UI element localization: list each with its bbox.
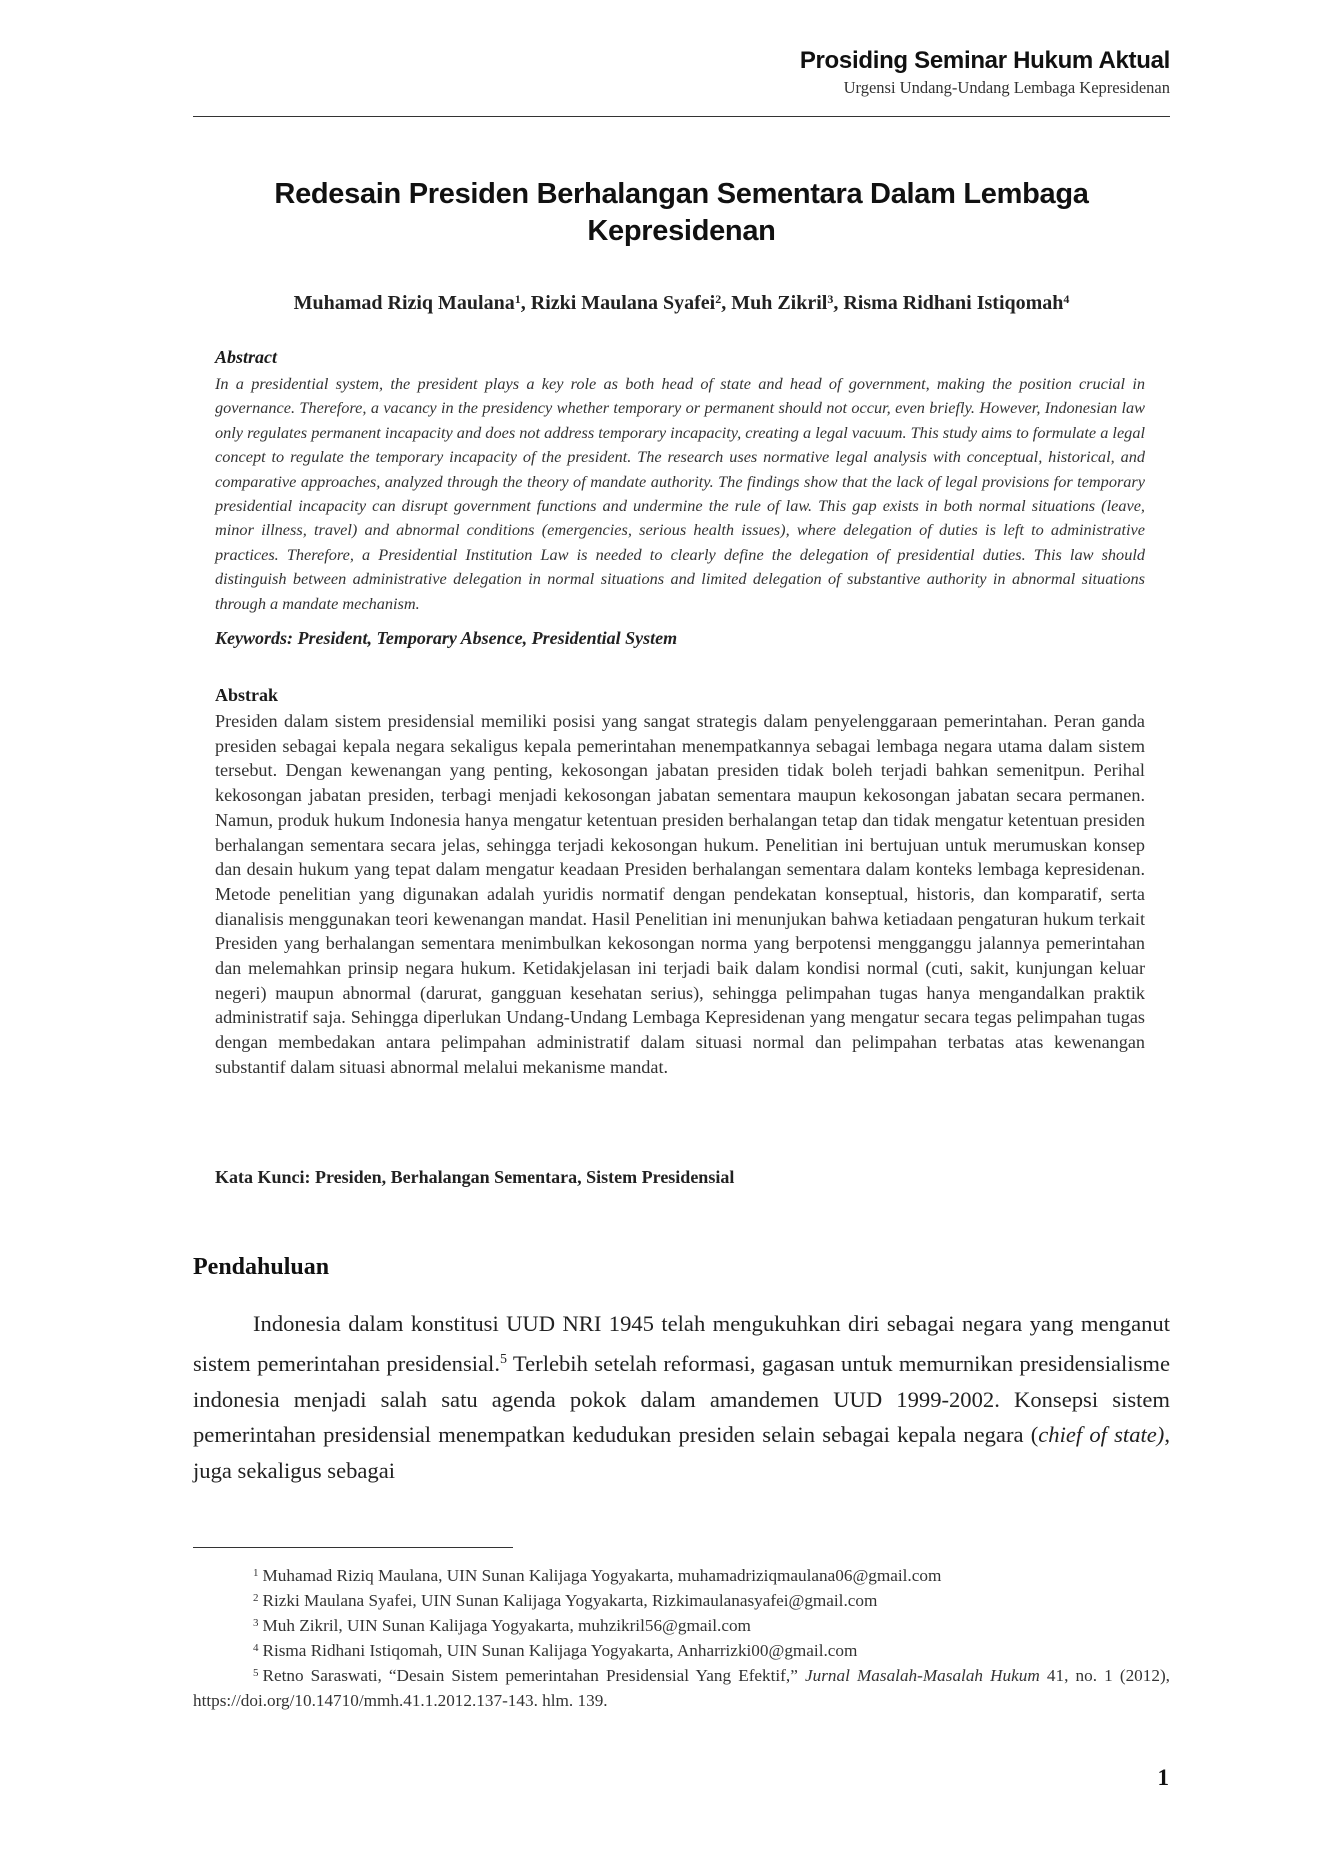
abstract-heading: Abstract <box>215 347 278 367</box>
intro-text: Indonesia dalam konstitusi UUD NRI 1945 telah mengukuhkan diri sebagai negara yang menganut sistem pemerintahan presidensial. <box>193 1311 1170 1376</box>
footnote-number: 4 <box>253 1642 259 1654</box>
author-affiliation-marker: 3 <box>827 292 834 306</box>
paper-title: Redesain Presiden Berhalangan Sementara Dalam Lembaga Kepresidenan <box>274 178 1089 247</box>
footnote-journal-name: Jurnal Masalah-Masalah Hukum <box>804 1666 1040 1685</box>
footnote-text: 41, no. 1 (2012), https://doi.org/10.14710/mmh.41.1.2012.137-143. hlm. 139. <box>193 1666 1170 1710</box>
intro-italic-term: chief of state) <box>1038 1422 1165 1448</box>
footnote-text: Retno Saraswati, “Desain Sistem pemerintahan Presidensial Yang Efektif,” <box>262 1666 805 1685</box>
abstrak-body: Presiden dalam sistem presidensial memiliki posisi yang sangat strategis dalam penyelenggaraan pemerintahan. Peran ganda presiden sebagai kepala negara sekaligus kepala pemerintahan menempatkannya sebagai lembaga negara utama dalam sistem tersebut. Dengan kewenangan yang penting, kekosongan jabatan presiden tidak boleh terjadi bahkan semenitpun. Perihal kekosongan jabatan presiden, terbagi menjadi kekosongan jabatan sementara maupun kekosongan jabatan secara permanen. Namun, produk hukum Indonesia hanya mengatur ketentuan presiden berhalangan tetap dan tidak mengatur ketentuan presiden berhalangan sementara secara jelas, sehingga terjadi kekosongan hukum. Penelitian ini bertujuan untuk merumuskan konsep dan desain hukum yang tepat dalam mengatur keadaan Presiden berhalangan sementara dalam konteks lembaga kepresidenan. Metode penelitian yang digunakan adalah yuridis normatif dengan pendekatan konseptual, historis, dan komparatif, serta dianalisis menggunakan teori kewenangan mandat. Hasil Penelitian ini menunjukan bahwa ketiadaan pengaturan hukum terkait Presiden yang berhalangan sementara menimbulkan kekosongan norma yang berpotensi mengganggu jalannya pemerintahan dan melemahkan prinsip negara hukum. Ketidakjelasan ini terjadi baik dalam kondisi normal (cuti, sakit, kunjungan keluar negeri) maupun abnormal (darurat, gangguan kesehatan serius), sehingga pelimpahan tugas hanya mengandalkan praktik administratif saja. Sehingga diperlukan Undang-Undang Lembaga Kepresidenan yang mengatur secara tegas pelimpahan tugas dengan membedakan antara pelimpahan administratif dalam situasi normal dan pelimpahan terbatas atas kewenangan substantif dalam situasi abnormal melalui mekanisme mandat. <box>215 711 1145 1077</box>
footnote <box>193 1661 1170 1714</box>
footnote-number: 2 <box>253 1592 259 1604</box>
footnote-text: Muhamad Riziq Maulana, UIN Sunan Kalijaga Yogyakarta, muhamadriziqmaulana06@gmail.com <box>262 1566 942 1585</box>
footnote <box>193 1586 1170 1614</box>
footnote-number: 1 <box>253 1567 259 1579</box>
author-affiliation-marker: 4 <box>1063 292 1070 306</box>
footnote-text: Risma Ridhani Istiqomah, UIN Sunan Kalijaga Yogyakarta, Anharrizki00@gmail.com <box>262 1641 858 1660</box>
footnote <box>193 1561 1170 1589</box>
author-affiliation-marker: 1 <box>514 292 521 306</box>
journal-subtitle: Urgensi Undang-Undang Lembaga Kepresidenan <box>843 78 1170 97</box>
footnote <box>193 1636 1170 1664</box>
author-name: Rizki Maulana Syafei <box>530 292 716 314</box>
footnote-divider <box>193 1547 513 1548</box>
author-name: Muh Zikril <box>731 292 828 314</box>
journal-title: Prosiding Seminar Hukum Aktual <box>799 47 1170 74</box>
page-number: 1 <box>1157 1765 1169 1790</box>
author-name: Muhamad Riziq Maulana <box>293 292 515 314</box>
footnote-text: Muh Zikril, UIN Sunan Kalijaga Yogyakarta, muhzikril56@gmail.com <box>262 1616 751 1635</box>
abstract-body: In a presidential system, the president plays a key role as both head of state and head of government, making the position crucial in governance. Therefore, a vacancy in the presidency whether temporary or permanent should not occur, even briefly. However, Indonesian law only regulates permanent incapacity and does not address temporary incapacity, creating a legal vacuum. This study aims to formulate a legal concept to regulate the temporary incapacity of the president. The research uses normative legal analysis with conceptual, historical, and comparative approaches, analyzed through the theory of mandate authority. The findings show that the lack of legal provisions for temporary presidential incapacity can disrupt government functions and undermine the rule of law. This gap exists in both normal situations (leave, minor illness, travel) and abnormal conditions (emergencies, serious health issues), where delegation of duties is left to administrative practices. Therefore, a Presidential Institution Law is needed to clearly define the delegation of presidential duties. This law should distinguish between administrative delegation in normal situations and limited delegation of substantive authority in abnormal situations through a mandate mechanism. <box>215 374 1145 613</box>
abstract-keywords: Keywords: President, Temporary Absence, Presidential System <box>215 628 678 648</box>
author-affiliation-marker: 2 <box>715 292 722 306</box>
footnote-reference[interactable]: 5 <box>499 1351 507 1367</box>
footnote-text: Rizki Maulana Syafei, UIN Sunan Kalijaga Yogyakarta, Rizkimaulanasyafei@gmail.com <box>262 1591 878 1610</box>
header-divider <box>193 116 1170 117</box>
footnote <box>193 1611 1170 1639</box>
footnote-number: 5 <box>253 1667 259 1679</box>
author-name: Risma Ridhani Istiqomah <box>843 292 1064 314</box>
footnote-number: 3 <box>253 1617 259 1629</box>
author-list: Muhamad Riziq Maulana$^1$, Rizki Maulana Syafei$^2$, Muh Zikril$^3$, Risma Ridhani Istiqomah$^4$ <box>293 292 1070 314</box>
intro-paragraph <box>193 1306 1170 1489</box>
intro-text: Terlebih setelah reformasi, gagasan untuk memurnikan presidensialisme indonesia menjadi salah satu agenda pokok dalam amandemen UUD 1999-2002. Konsepsi sistem pemerintahan presidensial menempatkan kedudukan presiden selain sebagai kepala negara ( <box>193 1350 1170 1448</box>
abstrak-heading: Abstrak <box>215 685 279 705</box>
abstrak-keywords: Kata Kunci: Presiden, Berhalangan Sementara, Sistem Presidensial <box>215 1167 735 1187</box>
intro-text: , juga sekaligus sebagai <box>193 1422 1170 1484</box>
section-heading: Pendahuluan <box>193 1254 330 1280</box>
